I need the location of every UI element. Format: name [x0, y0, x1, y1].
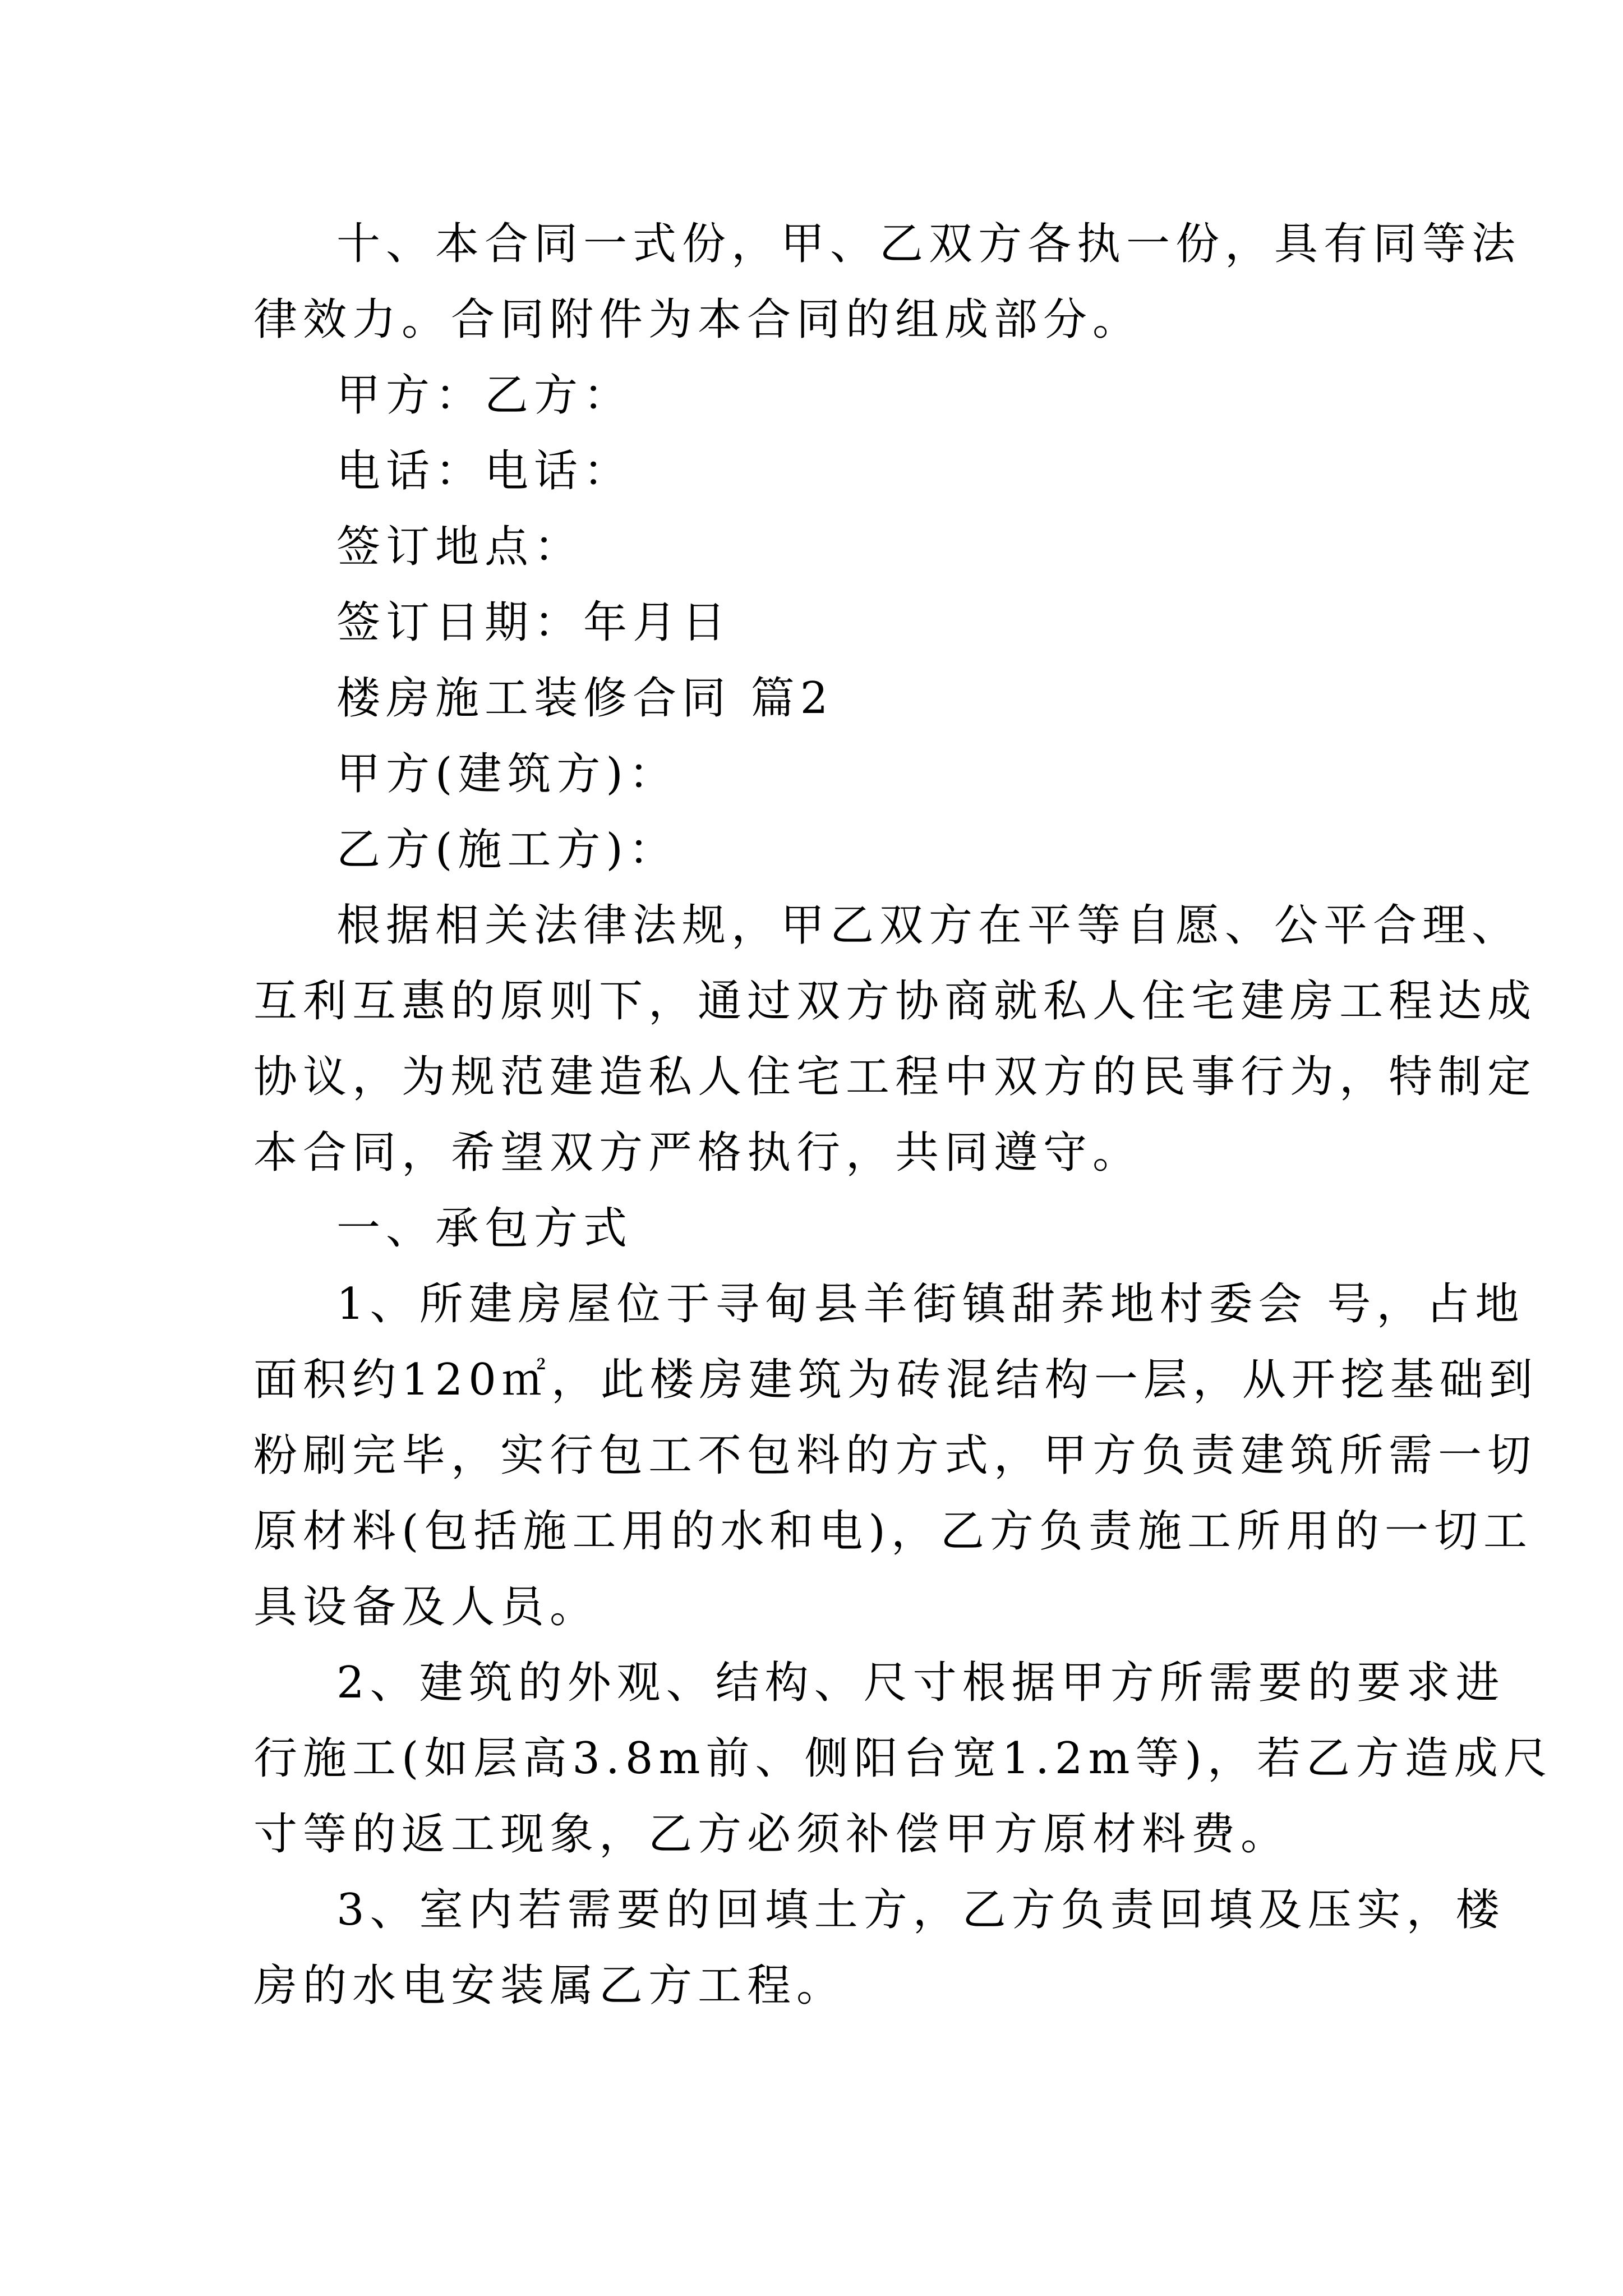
paragraph-line: 互利互惠的原则下，通过双方协商就私人住宅建房工程达成	[253, 976, 1537, 1027]
paragraph-line: 协议，为规范建造私人住宅工程中双方的民事行为，特制定	[253, 1052, 1537, 1102]
paragraph-line: 行施工(如层高3.8m前、侧阳台宽1.2m等)，若乙方造成尺	[253, 1733, 1553, 1784]
paragraph-line: 寸等的返工现象，乙方必须补偿甲方原材料费。	[253, 1809, 1290, 1860]
paragraph-line: 甲方(建筑方)：	[336, 749, 678, 799]
paragraph-line: 签订地点：	[336, 522, 584, 572]
paragraph-line: 签订日期：年月日	[336, 597, 732, 648]
paragraph-line: 原材料(包括施工用的水和电)，乙方负责施工所用的一切工	[253, 1506, 1533, 1557]
paragraph-line: 面积约120㎡，此楼房建筑为砖混结构一层，从开挖基础到	[253, 1355, 1538, 1405]
paragraph-line: 3、室内若需要的回填土方，乙方负责回填及压实，楼	[336, 1885, 1505, 1935]
paragraph-line: 粉刷完毕，实行包工不包料的方式，甲方负责建筑所需一切	[253, 1430, 1537, 1481]
paragraph-line: 电话：电话：	[336, 446, 633, 496]
paragraph-line: 本合同，希望双方严格执行，共同遵守。	[253, 1128, 1142, 1178]
section-heading: 楼房施工装修合同 篇2	[336, 673, 834, 724]
section-heading: 一、承包方式	[336, 1203, 633, 1254]
paragraph-line: 2、建筑的外观、结构、尺寸根据甲方所需要的要求进	[336, 1658, 1505, 1708]
paragraph-line: 十、本合同一式份，甲、乙双方各执一份，具有同等法	[336, 219, 1521, 269]
paragraph-line: 根据相关法律法规，甲乙双方在平等自愿、公平合理、	[336, 900, 1521, 951]
paragraph-line: 甲方：乙方：	[336, 370, 633, 421]
paragraph-line: 1、所建房屋位于寻甸县羊街镇甜荞地村委会 号，占地	[336, 1279, 1525, 1329]
paragraph-line: 乙方(施工方)：	[336, 825, 678, 875]
paragraph-line: 房的水电安装属乙方工程。	[253, 1961, 846, 2011]
paragraph-line: 律效力。合同附件为本合同的组成部分。	[253, 295, 1142, 345]
paragraph-line: 具设备及人员。	[253, 1582, 600, 1632]
